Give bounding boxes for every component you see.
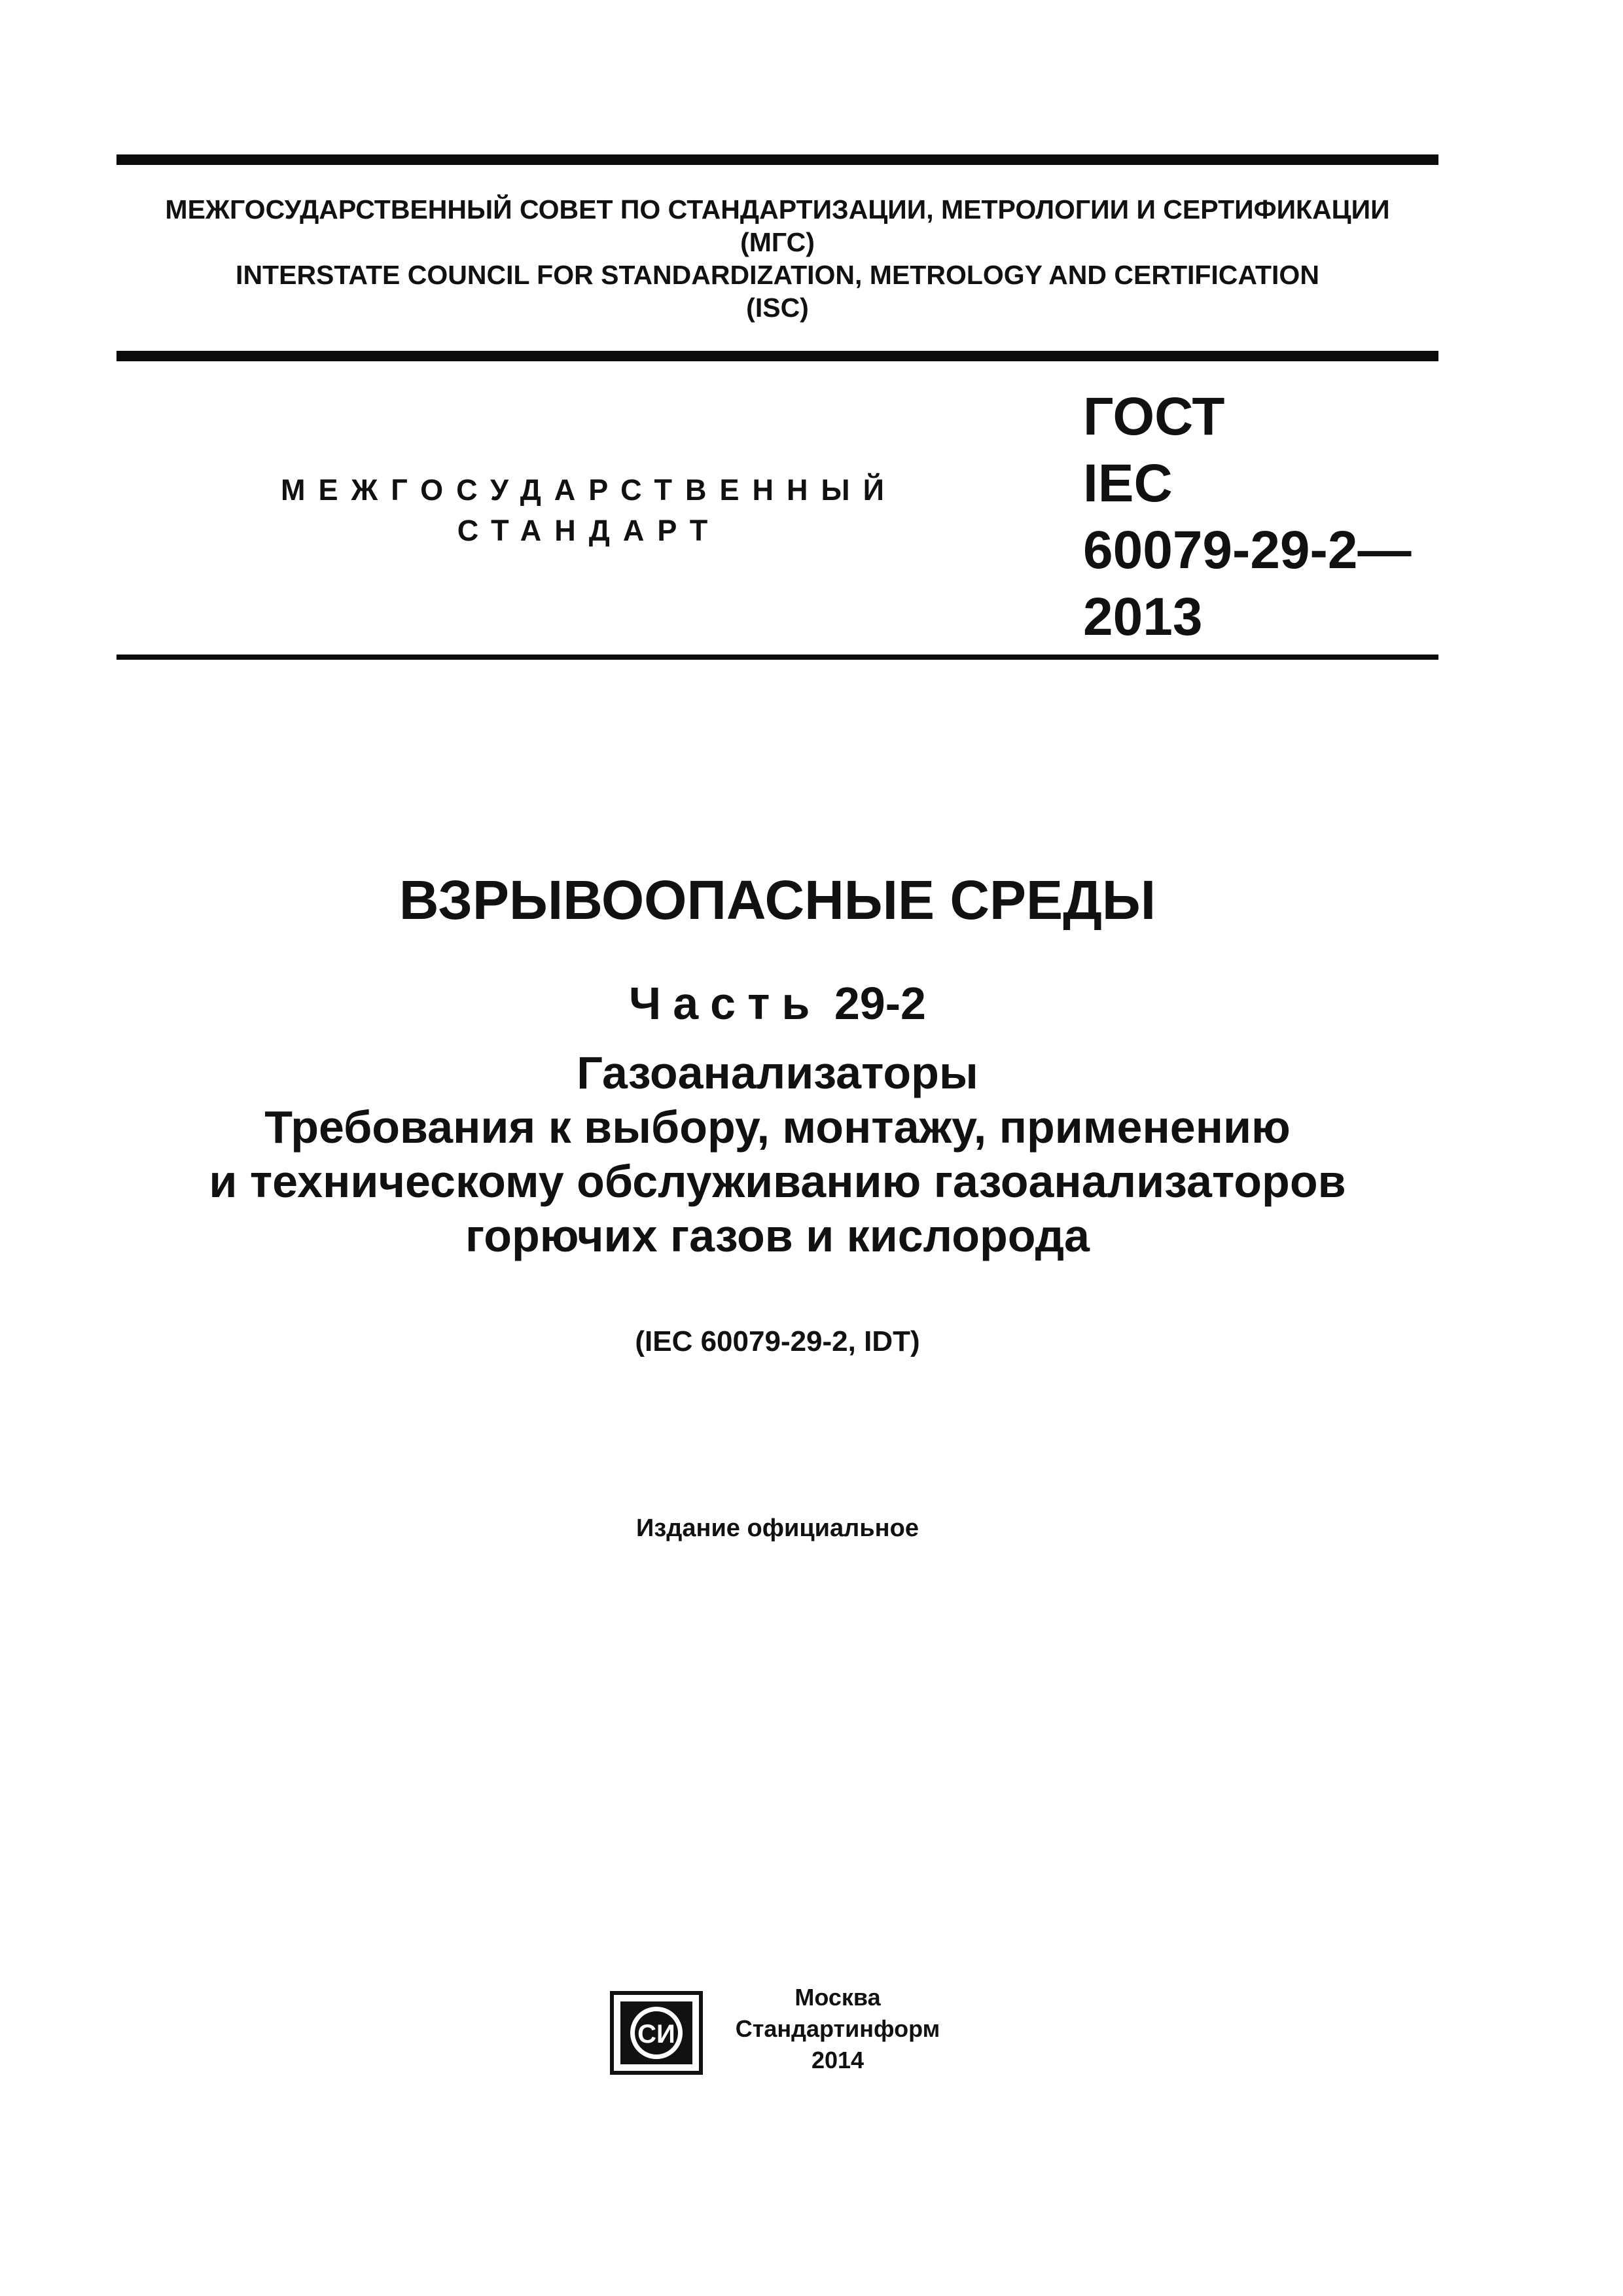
council-abbr-ru: (МГС)	[740, 227, 815, 257]
publisher-name: Стандартинформ	[735, 2015, 940, 2042]
designation-line-4: 2013	[1083, 587, 1203, 647]
publisher-year: 2014	[811, 2047, 865, 2073]
designation-line-2: IEC	[1083, 454, 1173, 513]
council-name-en: INTERSTATE COUNCIL FOR STANDARDIZATION, METROLOGY AND CERTIFICATION	[236, 260, 1319, 290]
part-heading	[116, 974, 1438, 1033]
publisher-info	[720, 1982, 955, 2076]
council-name-ru: МЕЖГОСУДАРСТВЕННЫЙ СОВЕТ ПО СТАНДАРТИЗАЦИИ, МЕТРОЛОГИИ И СЕРТИФИКАЦИИ	[165, 194, 1390, 224]
part-word: Часть	[629, 978, 822, 1029]
subtitle-line-3: и техническому обслуживанию газоанализаторов	[209, 1156, 1346, 1207]
standartinform-logo-icon	[610, 1991, 703, 2075]
standard-kind-line2: СТАНДАРТ	[457, 514, 721, 547]
idt-reference: (IEC 60079-29-2, IDT)	[635, 1325, 920, 1357]
council-header	[116, 193, 1438, 324]
designation-line-1: ГОСТ	[1083, 387, 1225, 446]
subtitle-line-4: горючих газов и кислорода	[465, 1210, 1090, 1261]
standard-designation	[1083, 384, 1411, 651]
edition-label: Издание официальное	[636, 1515, 919, 1542]
part-number: 29-2	[834, 978, 926, 1029]
document-subtitle	[116, 1046, 1438, 1263]
subtitle-line-1: Газоанализаторы	[577, 1047, 978, 1098]
publisher-city: Москва	[794, 1984, 881, 2011]
bottom-rule	[116, 655, 1438, 660]
designation-line-3: 60079-29-2—	[1083, 520, 1412, 580]
standard-kind	[262, 470, 916, 551]
logo-text: СИ	[637, 2020, 675, 2049]
council-abbr-en: (ISC)	[746, 293, 809, 323]
subtitle-line-2: Требования к выбору, монтажу, применению	[264, 1102, 1291, 1153]
middle-rule	[116, 351, 1438, 361]
standard-kind-line1: МЕЖГОСУДАРСТВЕННЫЙ	[281, 473, 897, 507]
document-title: ВЗРЫВООПАСНЫЕ СРЕДЫ	[399, 869, 1156, 931]
top-rule	[116, 154, 1438, 165]
